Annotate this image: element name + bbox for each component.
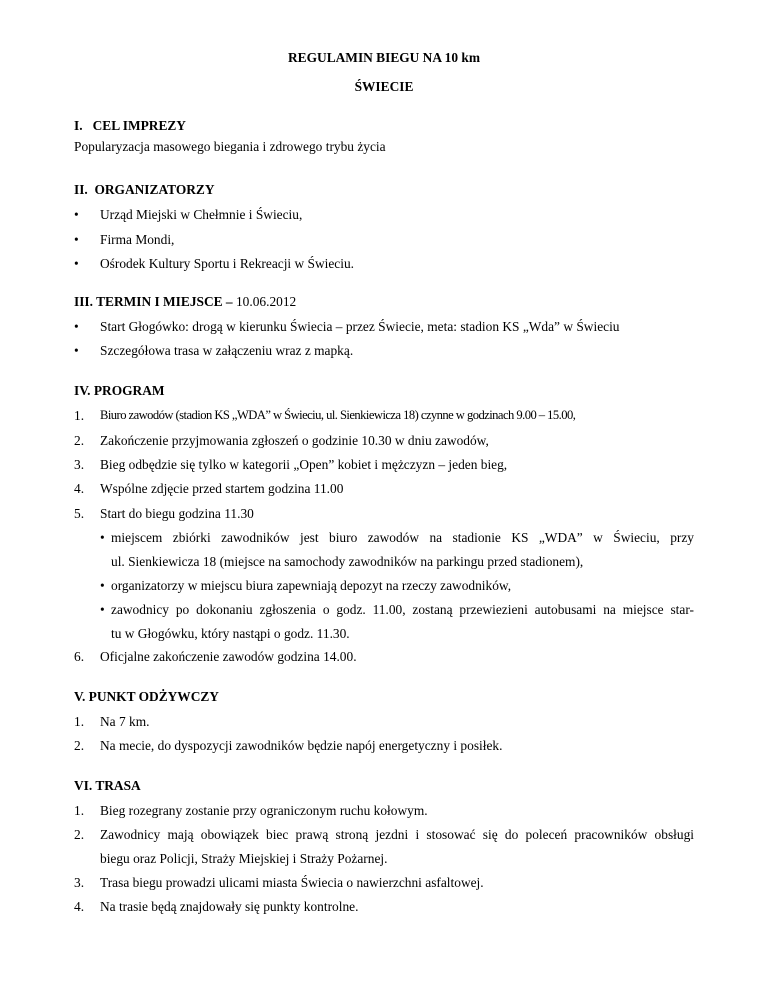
sub-list-item-text: organizatorzy w miejscu biura zapewniają depozyt na rzeczy zawodników, <box>111 578 512 593</box>
section-heading-program: IV. PROGRAM <box>74 383 165 398</box>
section-heading-termin-i-miejsce <box>74 294 296 310</box>
section-heading-organizatorzy: II. ORGANIZATORZY <box>74 182 215 197</box>
item-number: 3. <box>74 875 85 890</box>
list-item-text: Trasa biegu prowadzi ulicami miasta Świecia o nawierzchni asfaltowej. <box>100 875 484 890</box>
item-number: 4. <box>74 899 85 914</box>
item-number: 6. <box>74 649 85 664</box>
list-item-continuation: biegu oraz Policji, Straży Miejskiej i Straży Pożarnej. <box>100 851 388 866</box>
list-item-text: Bieg odbędzie się tylko w kategorii „Open” kobiet i mężczyzn – jeden bieg, <box>100 457 508 472</box>
item-number: 1. <box>74 714 85 729</box>
item-number: 2. <box>74 827 85 842</box>
section-heading-trasa: VI. TRASA <box>74 778 141 793</box>
bullet-mark: • <box>74 256 79 271</box>
list-item-text: Firma Mondi, <box>100 232 175 247</box>
bullet-mark: • <box>100 602 105 617</box>
section-heading-punkt-odzywczy: V. PUNKT ODŻYWCZY <box>74 689 219 704</box>
section-heading-text: III. TERMIN I MIEJSCE – <box>74 294 236 309</box>
list-item-text: Zakończenie przyjmowania zgłoszeń o godzinie 10.30 w dniu zawodów, <box>100 433 489 448</box>
list-item-text: Na trasie będą znajdowały się punkty kontrolne. <box>100 899 359 914</box>
item-number: 5. <box>74 506 85 521</box>
list-item-text: Oficjalne zakończenie zawodów godzina 14.00. <box>100 649 357 664</box>
list-item-text: Na mecie, do dyspozycji zawodników będzie napój energetyczny i posiłek. <box>100 738 503 753</box>
list-item-text: Wspólne zdjęcie przed startem godzina 11.00 <box>100 481 344 496</box>
document-title: REGULAMIN BIEGU NA 10 km <box>288 50 480 65</box>
section-text-cel-imprezy: Popularyzacja masowego biegania i zdrowego trybu życia <box>74 139 386 154</box>
item-number: 2. <box>74 738 85 753</box>
item-number: 3. <box>74 457 85 472</box>
list-item-text: Zawodnicy mają obowiązek biec prawą stroną jezdni i stosować się do poleceń pracowników obsługi <box>100 827 694 842</box>
bullet-mark: • <box>100 578 105 593</box>
list-item-text: Start Głogówko: drogą w kierunku Świecia – przez Świecie, meta: stadion KS „Wda” w Świeciu <box>100 319 620 334</box>
list-item-text: Ośrodek Kultury Sportu i Rekreacji w Świeciu. <box>100 256 355 271</box>
list-item-text: Na 7 km. <box>100 714 150 729</box>
sub-list-item-continuation: ul. Sienkiewicza 18 (miejsce na samochody zawodników na parkingu przed stadionem), <box>111 554 584 569</box>
document-subtitle: ŚWIECIE <box>354 79 414 94</box>
bullet-mark: • <box>74 343 79 358</box>
bullet-mark: • <box>74 207 79 222</box>
sub-list-item-text: miejscem zbiórki zawodników jest biuro zawodów na stadionie KS „WDA” w Świeciu, przy <box>111 530 694 545</box>
list-item-text: Start do biegu godzina 11.30 <box>100 506 254 521</box>
item-number: 2. <box>74 433 85 448</box>
bullet-mark: • <box>100 530 105 545</box>
list-item-text: Biuro zawodów (stadion KS „WDA” w Świeciu, ul. Sienkiewicza 18) czynne w godzinach 9.00 – 15.00, <box>100 408 576 422</box>
list-item-text: Urząd Miejski w Chełmnie i Świeciu, <box>100 207 303 222</box>
event-date: 10.06.2012 <box>235 294 297 309</box>
bullet-mark: • <box>74 319 79 334</box>
sub-list-item-text: zawodnicy po dokonaniu zgłoszenia o godz. 11.00, zostaną przewiezieni autobusami na miejsce star- <box>111 602 694 617</box>
section-heading-cel-imprezy: I. CEL IMPREZY <box>74 118 186 133</box>
list-item-text: Szczegółowa trasa w załączeniu wraz z mapką. <box>100 343 354 358</box>
list-item-text: Bieg rozegrany zostanie przy ograniczonym ruchu kołowym. <box>100 803 428 818</box>
sub-list-item-continuation: tu w Głogówku, który nastąpi o godz. 11.30. <box>111 626 350 641</box>
bullet-mark: • <box>74 232 79 247</box>
item-number: 4. <box>74 481 85 496</box>
item-number: 1. <box>74 408 85 423</box>
item-number: 1. <box>74 803 85 818</box>
